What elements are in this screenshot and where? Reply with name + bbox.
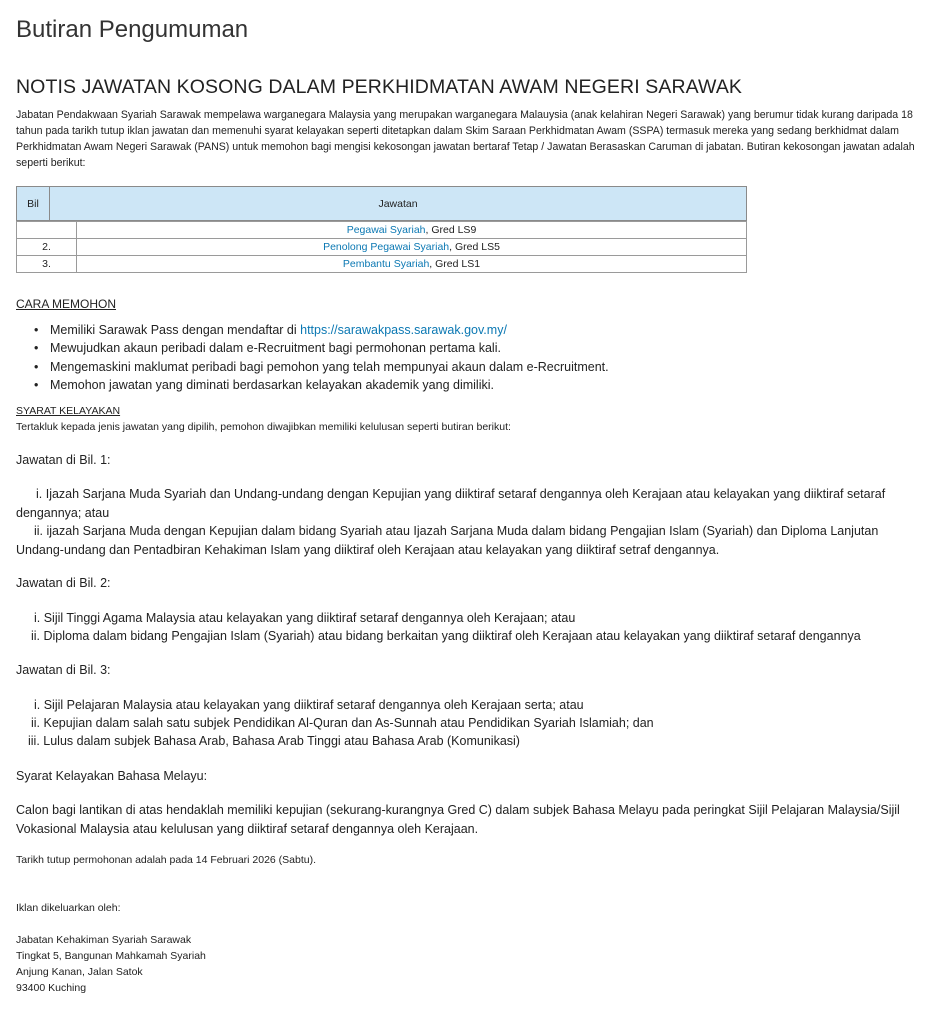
job-grade: , Gred LS1 (429, 258, 481, 270)
syarat-subtitle: Tertakluk kepada jenis jawatan yang dipilih, pemohon diwajibkan memiliki kelulusan seperti butiran berikut: (16, 421, 511, 433)
bahasa-text: Calon bagi lantikan di atas hendaklah memiliki kepujian (sekurang-kurangnya Gred C) dalam subjek Bahasa Melayu pada peringkat Sijil Pelajaran Malaysia/Sijil Vokasional Malaysia atau kelulusan yang diiktiraf setaraf dengannya oleh Kerajaan. (16, 803, 900, 836)
row-bil: 2. (17, 239, 77, 256)
job-link-pegawai-syariah[interactable]: Pegawai Syariah (346, 224, 426, 236)
sarawakpass-link[interactable]: https://sarawakpass.sarawak.gov.my/ (300, 323, 507, 337)
issuer-line-4: 93400 Kuching (16, 982, 87, 994)
closing-date: Tarikh tutup permohonan adalah pada 14 Februari 2026 (Sabtu). (16, 854, 317, 866)
jobs-table-header (16, 186, 747, 221)
row-jawatan (77, 256, 747, 273)
bil3-item-3: iii. Lulus dalam subjek Bahasa Arab, Bahasa Arab Tinggi atau Bahasa Arab (Komunikasi) (28, 734, 520, 748)
header-bil: Bil (17, 187, 50, 220)
notice-title: NOTIS JAWATAN KOSONG DALAM PERKHIDMATAN AWAM NEGERI SARAWAK (16, 76, 743, 98)
list-item: • Memohon jawatan yang diminati berdasarkan kelayakan akademik yang dimiliki. (34, 376, 609, 394)
page-title: Butiran Pengumuman (16, 16, 249, 43)
job-link-penolong-pegawai-syariah[interactable]: Penolong Pegawai Syariah (323, 241, 450, 253)
cara-memohon-heading: CARA MEMOHON (16, 297, 117, 311)
list-item: • Mewujudkan akaun peribadi dalam e-Recruitment bagi permohonan pertama kali. (34, 339, 609, 357)
bil2-item-2: ii. Diploma dalam bidang Pengajian Islam (Syariah) atau bidang berkaitan yang diiktiraf oleh Kerajaan atau kelayakan yang diiktiraf setaraf dengannya (31, 629, 861, 643)
list-item (34, 321, 609, 339)
bil1-item-1: i. Ijazah Sarjana Muda Syariah dan Undang-undang dengan Kepujian yang diiktiraf setaraf dengannya oleh Kerajaan atau kelayakan yang diiktiraf setaraf dengannya; atau (16, 487, 886, 520)
bahasa-heading: Syarat Kelayakan Bahasa Melayu: (16, 769, 208, 783)
row-jawatan (77, 239, 747, 256)
table-row (17, 256, 747, 273)
jobs-table (16, 221, 747, 273)
bil3-heading: Jawatan di Bil. 3: (16, 663, 111, 677)
syarat-kelayakan-heading: SYARAT KELAYAKAN (16, 405, 121, 417)
bil3-item-1: i. Sijil Pelajaran Malaysia atau kelayakan yang diiktiraf setaraf dengannya oleh Kerajaan serta; atau (34, 698, 584, 712)
step-text: Memiliki Sarawak Pass dengan mendaftar di (50, 323, 301, 337)
bil1-item-2: ii. ijazah Sarjana Muda dengan Kepujian dalam bidang Syariah atau Ijazah Sarjana Muda dalam bidang Pengajian Islam (Syariah) dan Diploma Lanjutan Undang-undang dan Pentadbiran Kehakiman Islam yang diiktiraf oleh Kerajaan atau kelayakan yang diiktiraf setraf dengannya. (16, 524, 879, 557)
bil2-heading: Jawatan di Bil. 2: (16, 576, 111, 590)
table-row (17, 222, 747, 239)
row-bil (17, 222, 77, 239)
bil3-item-2: ii. Kepujian dalam salah satu subjek Pendidikan Al-Quran dan As-Sunnah atau Pendidikan Syariah Islamiah; dan (31, 716, 654, 730)
application-steps-list (34, 321, 609, 394)
job-grade: , Gred LS5 (449, 241, 500, 253)
list-item: • Mengemaskini maklumat peribadi bagi pemohon yang telah mempunyai akaun dalam e-Recruitment. (34, 358, 609, 376)
issuer-line-1: Jabatan Kehakiman Syariah Sarawak (16, 934, 192, 946)
issuer-line-2: Tingkat 5, Bangunan Mahkamah Syariah (16, 950, 206, 962)
row-jawatan (77, 222, 747, 239)
job-link-pembantu-syariah[interactable]: Pembantu Syariah (342, 258, 430, 270)
header-jawatan: Jawatan (378, 197, 418, 210)
bil2-item-1: i. Sijil Tinggi Agama Malaysia atau kelayakan yang diiktiraf setaraf dengannya oleh Kerajaan; atau (34, 611, 576, 625)
table-row (17, 239, 747, 256)
issuer-line-3: Anjung Kanan, Jalan Satok (16, 966, 143, 978)
issuer-label: Iklan dikeluarkan oleh: (16, 902, 121, 914)
bil1-heading: Jawatan di Bil. 1: (16, 453, 111, 467)
job-grade: , Gred LS9 (425, 224, 477, 236)
row-bil: 3. (17, 256, 77, 273)
intro-paragraph: Jabatan Pendakwaan Syariah Sarawak mempelawa warganegara Malaysia yang merupakan warganegara Malauysia (anak kelahiran Negeri Sarawak) yang berumur tidak kurang daripada 18 tahun pada tarikh tutup iklan jawatan dan memenuhi syarat kelayakan seperti ditetapkan dalam Skim Saraan Perkhidmatan Awam (SSPA) termasuk mereka yang sedang berkhidmat dalam Perkhidmatan Awam Negeri Sarawak (PANS) untuk memohon bagi mengisi kekosongan jawatan bertaraf Tetap / Jawatan Berasaskan Caruman di jabatan. Butiran kekosongan jawatan adalah seperti berikut: (16, 109, 915, 169)
